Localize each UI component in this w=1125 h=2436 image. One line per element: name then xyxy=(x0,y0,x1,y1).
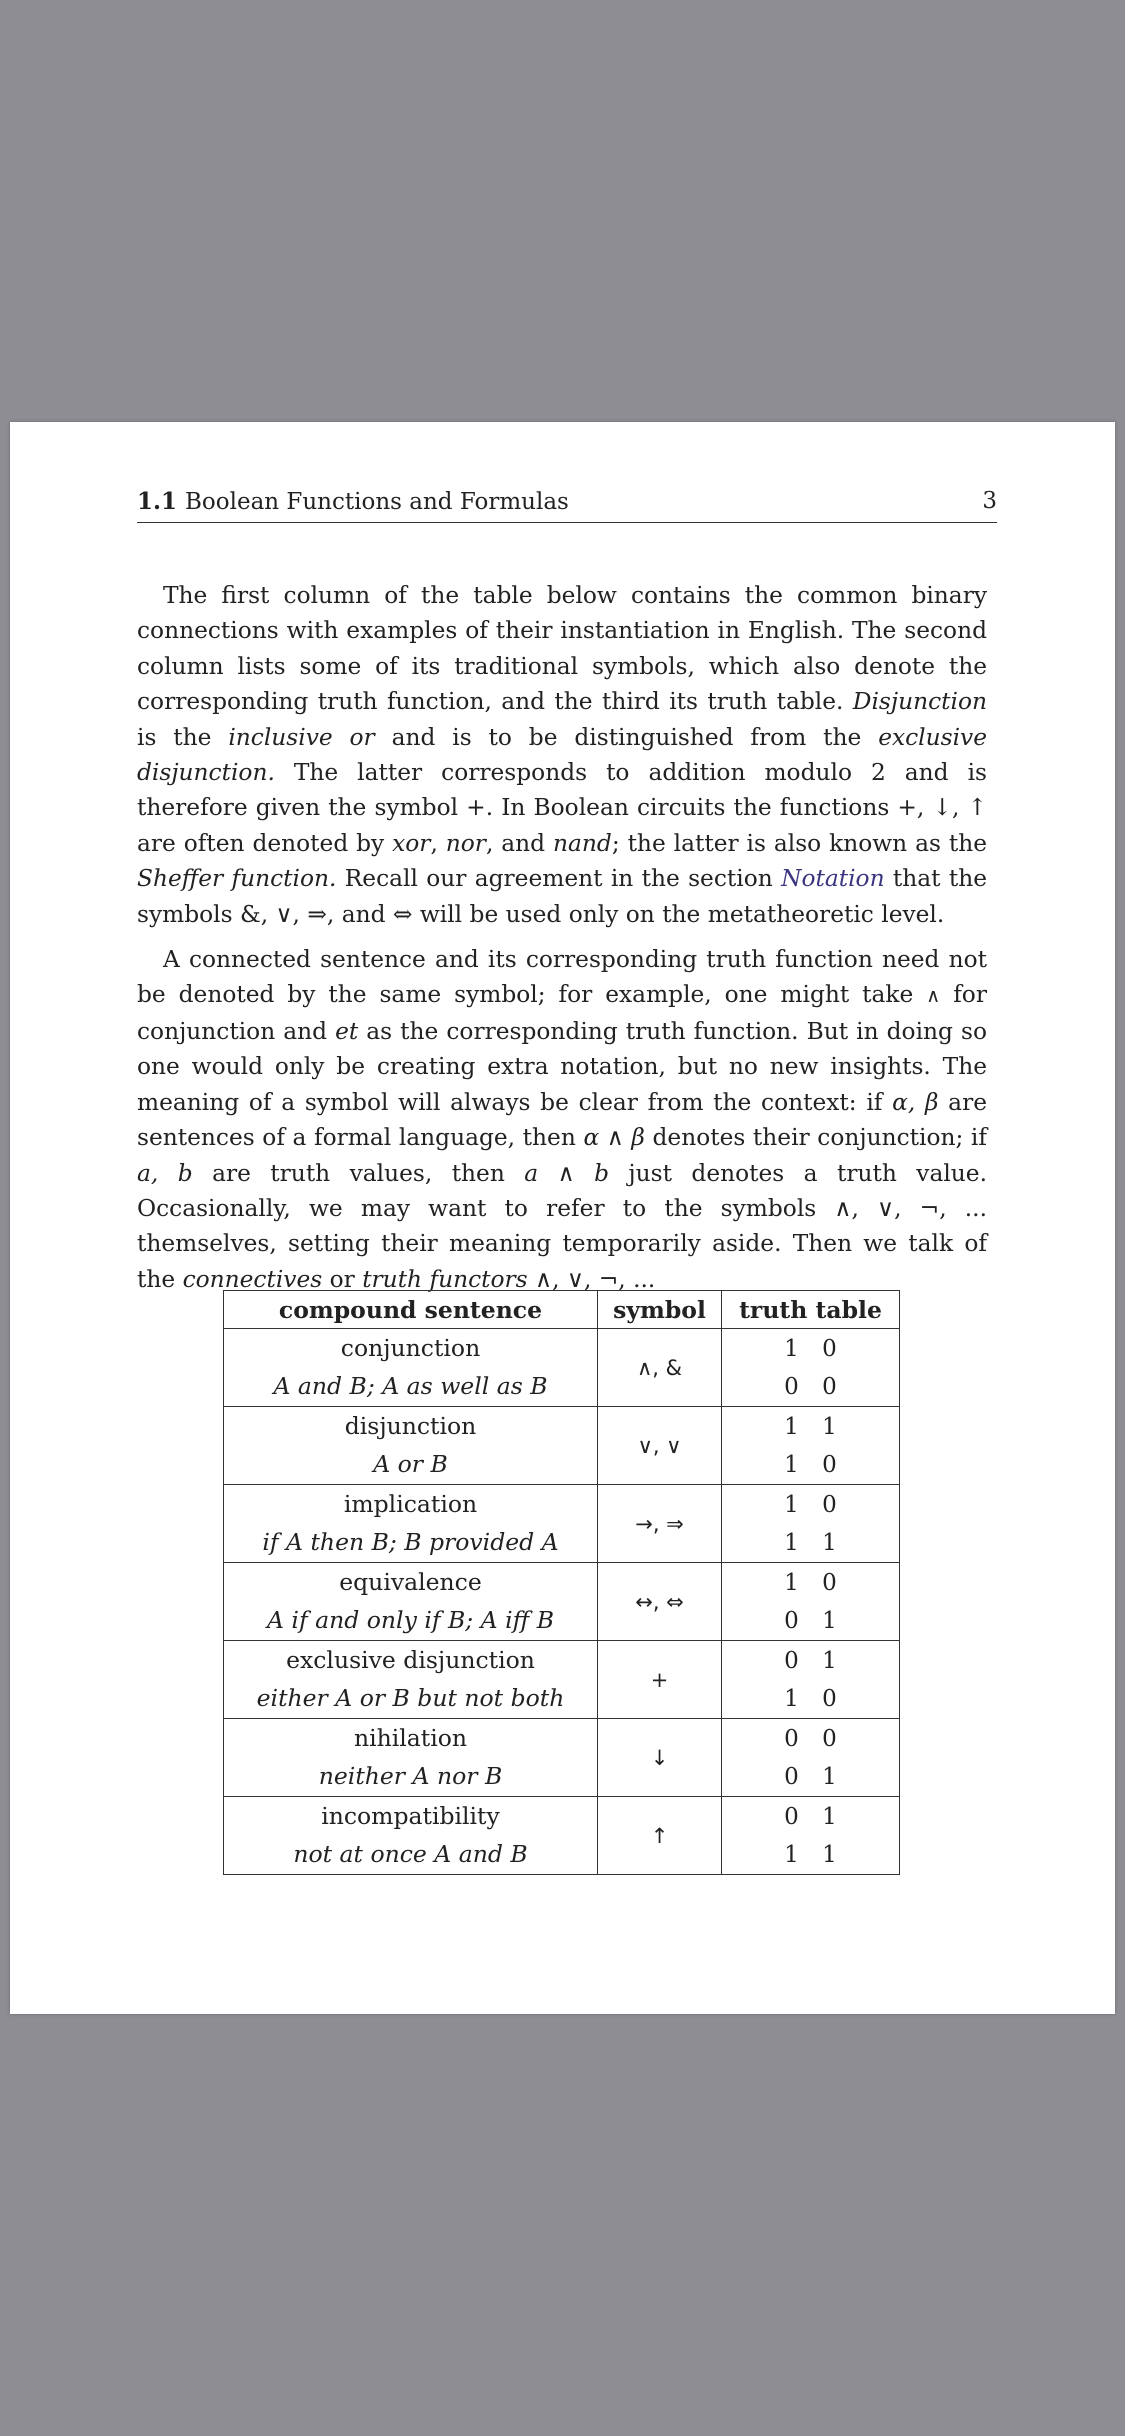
english-example: neither A nor B xyxy=(318,1761,503,1790)
term-truth-functors: truth functors xyxy=(362,1265,528,1293)
truth-value: 1 xyxy=(784,1529,799,1556)
truth-table-cell xyxy=(722,1797,900,1875)
truth-value: 0 xyxy=(784,1725,799,1752)
document-page xyxy=(10,422,1115,2014)
connective-name: exclusive disjunction xyxy=(286,1645,535,1674)
text-run: ; the latter is also known as the xyxy=(611,829,988,857)
truth-table-cell xyxy=(722,1329,900,1407)
truth-table-cell xyxy=(722,1407,900,1485)
table-row xyxy=(224,1407,900,1485)
section-heading xyxy=(137,488,569,515)
connective-name: implication xyxy=(343,1489,478,1518)
text-run: or xyxy=(322,1265,363,1293)
symbol-cell: ↓ xyxy=(598,1719,722,1797)
connective-name: nihilation xyxy=(353,1723,468,1752)
paragraph-1 xyxy=(137,578,987,932)
running-header xyxy=(137,488,997,523)
truth-values xyxy=(722,1408,899,1484)
truth-value: 0 xyxy=(822,1491,837,1518)
body-text xyxy=(137,578,987,1297)
text-run: , xyxy=(430,829,446,857)
compound-sentence-cell xyxy=(224,1485,598,1563)
truth-value: 1 xyxy=(784,1491,799,1518)
term-xor: xor xyxy=(392,829,431,857)
truth-value: 0 xyxy=(822,1685,837,1712)
truth-value: 1 xyxy=(822,1763,837,1790)
text-run: The first column of the table below contains the common binary connections with examples of their instantiation in English. The second column lists some of its traditional symbols, which also denote the corresponding truth function, and the third its truth table. xyxy=(137,582,987,716)
term-exclusive-disjunction: exclusive disjunction. xyxy=(137,723,987,787)
truth-value: 1 xyxy=(784,1685,799,1712)
term-disjunction: Disjunction xyxy=(852,688,987,716)
section-number: 1.1 xyxy=(137,488,178,515)
text-run: is the xyxy=(137,723,229,751)
text-run: and is to be distinguished from the xyxy=(374,723,879,751)
term-nand: nand xyxy=(553,829,612,857)
truth-value: 0 xyxy=(822,1335,837,1362)
truth-values xyxy=(722,1564,899,1640)
term-nor: nor xyxy=(445,829,486,857)
truth-value: 1 xyxy=(784,1569,799,1596)
symbol-cell: ∧, & xyxy=(598,1329,722,1407)
symbol-cell: ∨, ∨ xyxy=(598,1407,722,1485)
text-run: Recall our agreement in the section xyxy=(336,865,782,893)
compound-sentence-cell xyxy=(224,1407,598,1485)
header-symbol: symbol xyxy=(598,1291,722,1329)
text-run: The latter corresponds to addition modulo 2 and is therefore given the symbol +. In Boolean circuits the functions +, ↓, ↑ are often denoted by xyxy=(137,759,987,857)
term-sheffer-function: Sheffer function. xyxy=(137,865,337,893)
truth-value: 1 xyxy=(822,1607,837,1634)
table-row xyxy=(224,1719,900,1797)
truth-value: 1 xyxy=(822,1841,837,1868)
connective-name: conjunction xyxy=(340,1333,481,1362)
truth-value: 1 xyxy=(822,1413,837,1440)
connectives-table xyxy=(223,1290,900,1875)
truth-value: 0 xyxy=(822,1451,837,1478)
compound-sentence-cell xyxy=(224,1329,598,1407)
connective-name: disjunction xyxy=(344,1411,477,1440)
compound-sentence-cell xyxy=(224,1563,598,1641)
text-run: for conjunction and xyxy=(137,981,987,1045)
table-row xyxy=(224,1563,900,1641)
header-truth-table: truth table xyxy=(722,1291,900,1329)
truth-value: 1 xyxy=(822,1803,837,1830)
compound-sentence-cell xyxy=(224,1719,598,1797)
text-run: A connected sentence and its corresponding truth function need not be denoted by the same symbol; for example, one might take xyxy=(137,946,987,1009)
english-example: either A or B but not both xyxy=(256,1683,565,1712)
truth-values xyxy=(722,1486,899,1562)
term-inclusive-or: inclusive or xyxy=(228,723,375,751)
text-run: are truth values, then xyxy=(192,1159,525,1187)
term-connectives: connectives xyxy=(182,1265,323,1293)
table-row xyxy=(224,1641,900,1719)
page-number: 3 xyxy=(982,488,997,514)
symbol-cell: ↑ xyxy=(598,1797,722,1875)
symbol-cell: ↔, ⇔ xyxy=(598,1563,722,1641)
section-title: Boolean Functions and Formulas xyxy=(185,489,569,515)
header-compound-sentence: compound sentence xyxy=(224,1291,598,1329)
english-example: A and B; A as well as B xyxy=(273,1371,548,1400)
truth-values xyxy=(722,1798,899,1874)
table-row xyxy=(224,1329,900,1407)
truth-value: 0 xyxy=(784,1763,799,1790)
truth-value: 1 xyxy=(784,1841,799,1868)
term-et: et xyxy=(335,1017,359,1045)
text-run: ∧, ∨, ¬, ... xyxy=(527,1265,656,1293)
text-run: are sentences of a formal language, then xyxy=(137,1088,987,1152)
text-run: as the corresponding truth function. But in doing so one would only be creating extra notation, but no new insights. The meaning of a symbol will always be clear from the context: if xyxy=(137,1017,987,1116)
truth-table-cell xyxy=(722,1485,900,1563)
table-row xyxy=(224,1485,900,1563)
table-header-row xyxy=(224,1291,900,1329)
symbol-cell: →, ⇒ xyxy=(598,1485,722,1563)
notation-link[interactable]: Notation xyxy=(781,865,885,893)
truth-values xyxy=(722,1330,899,1406)
truth-value: 0 xyxy=(784,1607,799,1634)
truth-value: 1 xyxy=(784,1413,799,1440)
truth-table-cell xyxy=(722,1563,900,1641)
text-run: that the symbols &, ∨, ⇒, and ⇔ will be used only on the metatheoretic level. xyxy=(137,865,988,928)
symbol-cell: + xyxy=(598,1641,722,1719)
truth-value: 0 xyxy=(822,1725,837,1752)
truth-value: 0 xyxy=(784,1803,799,1830)
compound-sentence-cell xyxy=(224,1641,598,1719)
text-run: , and xyxy=(485,829,553,857)
truth-value: 1 xyxy=(822,1529,837,1556)
math-a-and-b: a ∧ b xyxy=(524,1159,609,1187)
truth-table-cell xyxy=(722,1641,900,1719)
truth-value: 0 xyxy=(784,1373,799,1400)
table-row xyxy=(224,1797,900,1875)
english-example: A or B xyxy=(373,1449,448,1478)
english-example: if A then B; B provided A xyxy=(262,1527,559,1556)
compound-sentence-cell xyxy=(224,1797,598,1875)
text-run: denotes their conjunction; if xyxy=(644,1124,987,1152)
truth-value: 0 xyxy=(784,1647,799,1674)
english-example: A if and only if B; A iff B xyxy=(266,1605,554,1634)
math-alpha-beta: α, β xyxy=(892,1088,939,1116)
truth-value: 1 xyxy=(822,1647,837,1674)
and-symbol: ∧ xyxy=(926,984,941,1008)
truth-value: 1 xyxy=(784,1335,799,1362)
paragraph-2 xyxy=(137,942,987,1297)
truth-values xyxy=(722,1642,899,1718)
english-example: not at once A and B xyxy=(293,1839,528,1868)
truth-value: 0 xyxy=(822,1569,837,1596)
truth-table-cell xyxy=(722,1719,900,1797)
text-run: just denotes a truth value. Occasionally, we may want to refer to the symbols ∧, ∨, ¬, ... themselves, setting their meaning temporarily aside. Then we talk of the xyxy=(137,1159,987,1293)
math-a-b: a, b xyxy=(137,1159,193,1187)
math-alpha-and-beta: α ∧ β xyxy=(583,1124,645,1152)
truth-value: 0 xyxy=(822,1373,837,1400)
connective-name: incompatibility xyxy=(321,1801,500,1830)
connective-name: equivalence xyxy=(339,1567,482,1596)
truth-values xyxy=(722,1720,899,1796)
truth-value: 1 xyxy=(784,1451,799,1478)
